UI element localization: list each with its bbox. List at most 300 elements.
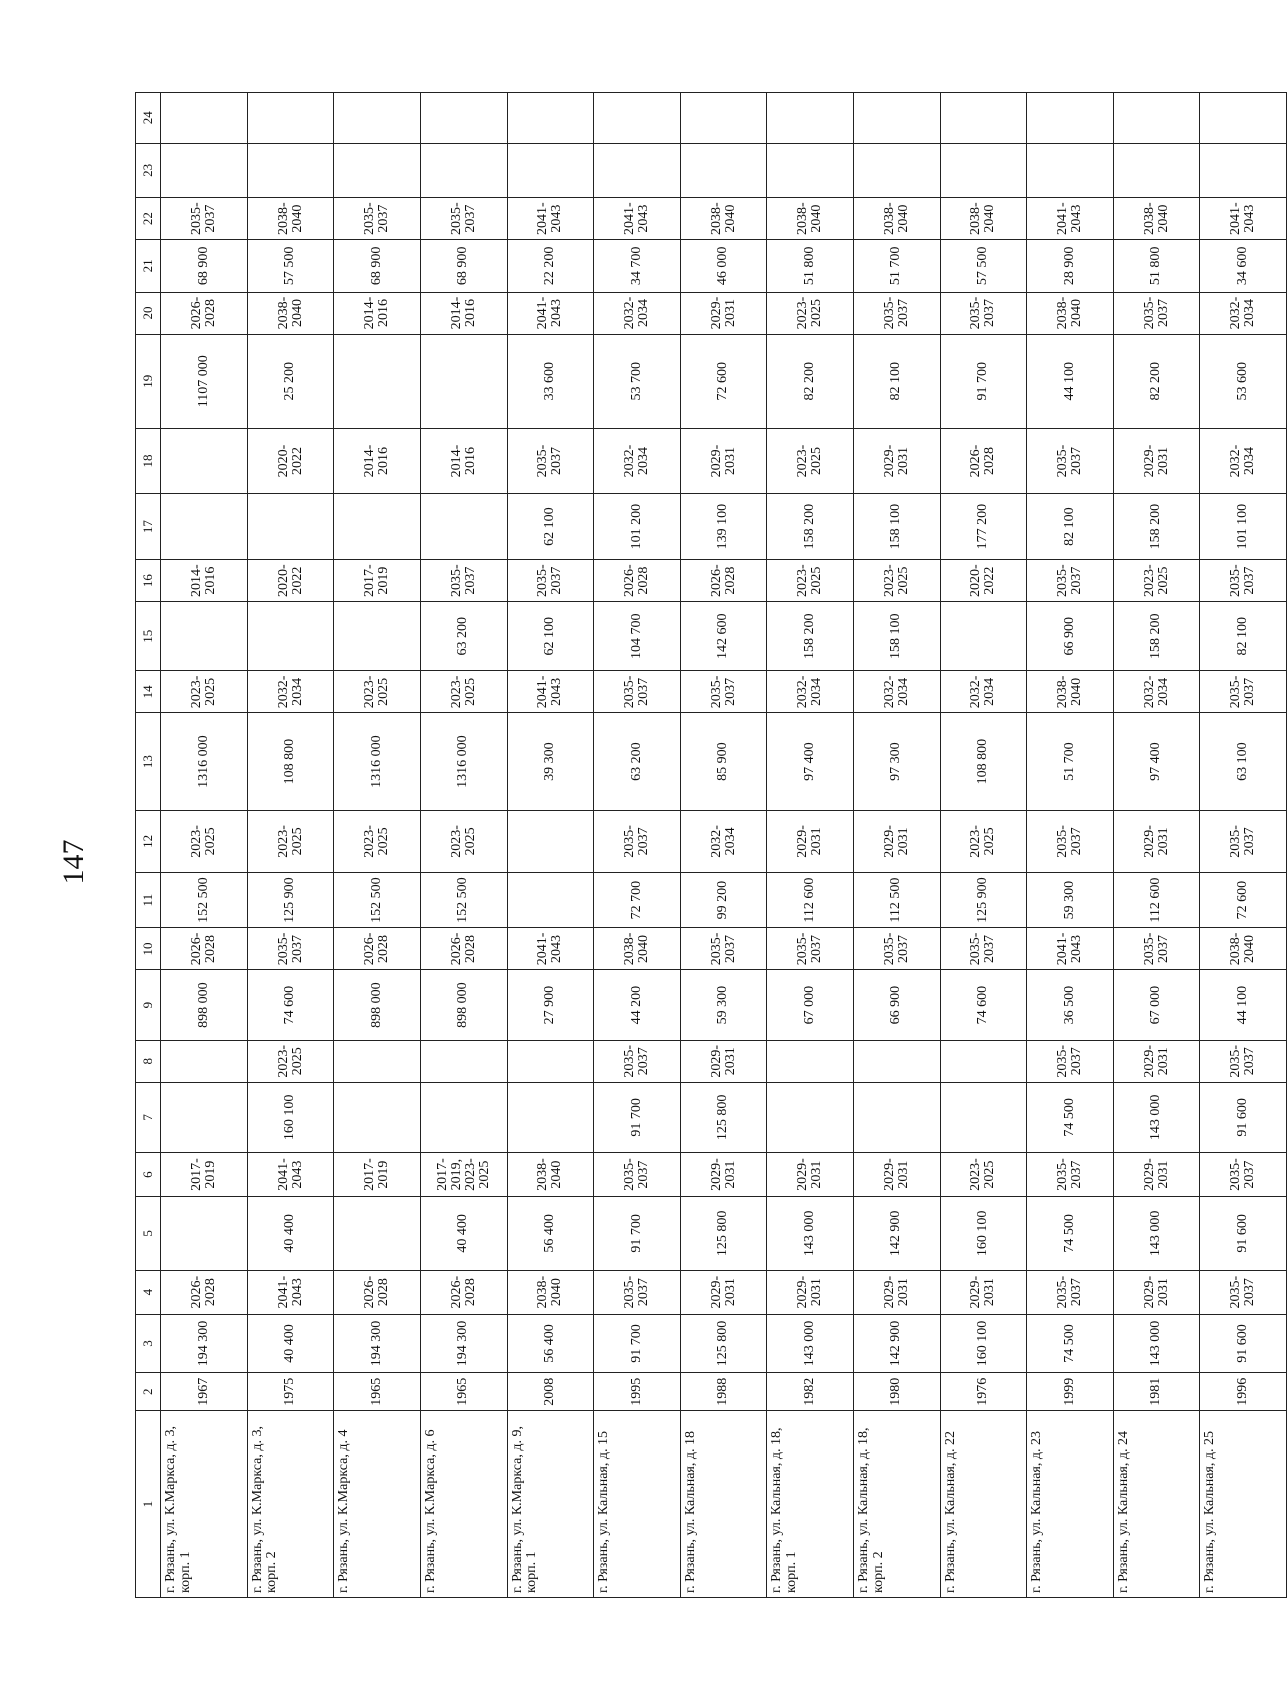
table-cell: 2032- 2034 [853, 671, 940, 713]
table-cell: 2035- 2037 [853, 928, 940, 970]
table-cell: 40 400 [247, 1314, 334, 1373]
column-number-cell: 19 [136, 334, 161, 428]
table-cell [247, 602, 334, 671]
table-cell [1027, 93, 1114, 144]
table-cell: 2029- 2031 [1113, 1040, 1200, 1082]
table-cell: 2041- 2043 [247, 1153, 334, 1197]
table-cell: 1107 000 [161, 334, 248, 428]
table-cell [334, 334, 421, 428]
table-cell: 53 700 [594, 334, 681, 428]
rotated-table-wrapper [135, 92, 1287, 1598]
table-cell [1200, 93, 1287, 144]
table-cell: 39 300 [507, 713, 594, 811]
table-cell [507, 1040, 594, 1082]
column-number-cell: 7 [136, 1082, 161, 1152]
table-cell: 143 000 [767, 1197, 854, 1270]
table-cell: 2029- 2031 [767, 1270, 854, 1314]
table-cell: 2026- 2028 [594, 560, 681, 602]
table-cell: 2026- 2028 [420, 928, 507, 970]
table-cell: 2017- 2019 [334, 560, 421, 602]
table-cell: 82 100 [1200, 602, 1287, 671]
table-row [161, 93, 248, 1598]
table-cell: 2029- 2031 [1113, 1270, 1200, 1314]
table-cell: 2035- 2037 [594, 1040, 681, 1082]
table-cell: 62 100 [507, 602, 594, 671]
table-cell: 142 600 [680, 602, 767, 671]
table-row [594, 93, 681, 1598]
table-cell: 1316 000 [334, 713, 421, 811]
table-cell: 2026- 2028 [161, 292, 248, 334]
table-cell [1113, 143, 1200, 198]
column-number-cell: 23 [136, 143, 161, 198]
table-cell: 74 600 [247, 970, 334, 1040]
table-cell: 2035- 2037 [507, 560, 594, 602]
table-cell: 91 700 [940, 334, 1027, 428]
column-number-cell: 4 [136, 1270, 161, 1314]
table-cell: 160 100 [940, 1314, 1027, 1373]
table-cell: 2023- 2025 [247, 1040, 334, 1082]
table-row [1027, 93, 1114, 1598]
table-cell: 194 300 [334, 1314, 421, 1373]
table-cell [507, 872, 594, 928]
table-cell: 2023- 2025 [334, 810, 421, 872]
table-cell: 158 200 [767, 494, 854, 560]
table-cell: 2038- 2040 [853, 198, 940, 240]
table-cell: 2035- 2037 [334, 198, 421, 240]
table-cell: 2035- 2037 [1200, 1153, 1287, 1197]
table-cell [940, 143, 1027, 198]
table-cell: 51 700 [1027, 713, 1114, 811]
table-cell: 53 600 [1200, 334, 1287, 428]
table-cell: 125 900 [247, 872, 334, 928]
year-cell: 1965 [420, 1373, 507, 1411]
table-cell [680, 143, 767, 198]
table-cell: 2026- 2028 [334, 928, 421, 970]
table-cell: 2029- 2031 [767, 810, 854, 872]
year-cell: 1988 [680, 1373, 767, 1411]
table-cell: 2035- 2037 [1027, 1153, 1114, 1197]
column-number-cell: 8 [136, 1040, 161, 1082]
table-cell: 82 200 [767, 334, 854, 428]
table-cell: 2035- 2037 [507, 428, 594, 493]
table-row [247, 93, 334, 1598]
table-cell [334, 1040, 421, 1082]
table-cell: 27 900 [507, 970, 594, 1040]
table-cell: 91 600 [1200, 1082, 1287, 1152]
table-cell: 898 000 [334, 970, 421, 1040]
table-cell [161, 1040, 248, 1082]
table-cell: 2026- 2028 [420, 1270, 507, 1314]
table-cell [247, 143, 334, 198]
address-cell: г. Рязань, ул. Кальная, д. 24 [1113, 1411, 1200, 1598]
table-cell: 2014- 2016 [420, 292, 507, 334]
table-cell: 2038- 2040 [767, 198, 854, 240]
address-cell: г. Рязань, ул. К.Маркса, д. 9, корп. 1 [507, 1411, 594, 1598]
table-cell [853, 1040, 940, 1082]
table-cell: 40 400 [420, 1197, 507, 1270]
table-cell: 152 500 [334, 872, 421, 928]
table-cell [940, 93, 1027, 144]
column-number-cell: 21 [136, 240, 161, 292]
table-cell: 97 300 [853, 713, 940, 811]
column-number-cell: 17 [136, 494, 161, 560]
table-cell: 34 700 [594, 240, 681, 292]
table-cell: 125 800 [680, 1082, 767, 1152]
table-cell [161, 602, 248, 671]
column-number-cell: 14 [136, 671, 161, 713]
column-number-cell: 13 [136, 713, 161, 811]
table-cell: 2029- 2031 [853, 1153, 940, 1197]
table-cell [1027, 143, 1114, 198]
table-cell: 142 900 [853, 1314, 940, 1373]
table-cell: 158 200 [1113, 602, 1200, 671]
table-cell: 2023- 2025 [420, 671, 507, 713]
table-cell: 97 400 [767, 713, 854, 811]
table-cell: 2038- 2040 [507, 1153, 594, 1197]
table-cell: 2038- 2040 [1113, 198, 1200, 240]
address-cell: г. Рязань, ул. К.Маркса, д. 6 [420, 1411, 507, 1598]
table-cell [1200, 143, 1287, 198]
table-cell: 2035- 2037 [940, 292, 1027, 334]
column-number-cell: 11 [136, 872, 161, 928]
table-cell: 101 200 [594, 494, 681, 560]
table-cell [161, 428, 248, 493]
table-cell: 2041- 2043 [247, 1270, 334, 1314]
table-cell: 56 400 [507, 1197, 594, 1270]
table-cell: 2026- 2028 [161, 928, 248, 970]
table-cell: 2017- 2019 [334, 1153, 421, 1197]
year-cell: 1995 [594, 1373, 681, 1411]
table-cell: 44 200 [594, 970, 681, 1040]
table-cell: 2017- 2019, 2023- 2025 [420, 1153, 507, 1197]
table-cell: 2038- 2040 [680, 198, 767, 240]
table-cell: 2029- 2031 [680, 428, 767, 493]
table-cell: 898 000 [420, 970, 507, 1040]
column-number-cell: 2 [136, 1373, 161, 1411]
table-cell: 158 100 [853, 494, 940, 560]
table-cell: 143 000 [1113, 1197, 1200, 1270]
table-row [1200, 93, 1287, 1598]
table-cell: 108 800 [940, 713, 1027, 811]
table-cell: 2035- 2037 [680, 928, 767, 970]
table-cell: 68 900 [161, 240, 248, 292]
table-cell: 2038- 2040 [1027, 671, 1114, 713]
table-cell: 194 300 [161, 1314, 248, 1373]
table-cell: 2035- 2037 [1200, 671, 1287, 713]
table-cell: 2032- 2034 [767, 671, 854, 713]
table-cell: 63 100 [1200, 713, 1287, 811]
table-row [853, 93, 940, 1598]
table-cell [1113, 93, 1200, 144]
year-cell: 1981 [1113, 1373, 1200, 1411]
table-cell: 91 700 [594, 1082, 681, 1152]
table-cell: 2029- 2031 [1113, 1153, 1200, 1197]
table-cell: 2020- 2022 [247, 428, 334, 493]
table-cell: 112 600 [1113, 872, 1200, 928]
table-cell: 112 500 [853, 872, 940, 928]
table-cell [853, 93, 940, 144]
table-cell: 2041- 2043 [507, 198, 594, 240]
column-number-cell: 20 [136, 292, 161, 334]
table-cell: 1316 000 [420, 713, 507, 811]
table-cell: 160 100 [940, 1197, 1027, 1270]
table-cell: 2038- 2040 [940, 198, 1027, 240]
address-cell: г. Рязань, ул. Кальная, д. 18, корп. 2 [853, 1411, 940, 1598]
table-cell: 22 200 [507, 240, 594, 292]
table-cell: 177 200 [940, 494, 1027, 560]
column-number-cell: 1 [136, 1411, 161, 1598]
table-cell: 2029- 2031 [853, 1270, 940, 1314]
table-cell: 2026- 2028 [161, 1270, 248, 1314]
table-cell: 2032- 2034 [247, 671, 334, 713]
table-cell [161, 1082, 248, 1152]
table-cell: 68 900 [420, 240, 507, 292]
table-cell: 2035- 2037 [594, 671, 681, 713]
address-cell: г. Рязань, ул. Кальная, д. 22 [940, 1411, 1027, 1598]
table-cell: 2023- 2025 [247, 810, 334, 872]
table-cell: 74 500 [1027, 1197, 1114, 1270]
table-cell: 2035- 2037 [1027, 560, 1114, 602]
table-cell: 99 200 [680, 872, 767, 928]
table-cell: 2041- 2043 [1027, 928, 1114, 970]
table-cell: 72 600 [680, 334, 767, 428]
table-cell [767, 1082, 854, 1152]
table-cell: 2038- 2040 [1027, 292, 1114, 334]
table-cell [334, 602, 421, 671]
table-cell: 160 100 [247, 1082, 334, 1152]
table-cell: 2032- 2034 [940, 671, 1027, 713]
table-cell: 143 000 [767, 1314, 854, 1373]
table-cell: 2023- 2025 [161, 671, 248, 713]
table-cell: 67 000 [767, 970, 854, 1040]
table-cell: 2035- 2037 [767, 928, 854, 970]
table-cell: 158 100 [853, 602, 940, 671]
table-cell: 2041- 2043 [1200, 198, 1287, 240]
table-cell: 2029- 2031 [853, 810, 940, 872]
table-cell: 40 400 [247, 1197, 334, 1270]
year-cell: 2008 [507, 1373, 594, 1411]
table-cell: 152 500 [420, 872, 507, 928]
column-number-cell: 9 [136, 970, 161, 1040]
table-cell: 57 500 [247, 240, 334, 292]
column-number-cell: 22 [136, 198, 161, 240]
table-cell: 2035- 2037 [1200, 810, 1287, 872]
table-cell: 143 000 [1113, 1082, 1200, 1152]
table-row [334, 93, 421, 1598]
table-cell: 2038- 2040 [1200, 928, 1287, 970]
table-cell: 2020- 2022 [247, 560, 334, 602]
table-cell: 82 100 [853, 334, 940, 428]
table-cell: 2023- 2025 [420, 810, 507, 872]
table-cell: 158 200 [767, 602, 854, 671]
table-cell: 2038- 2040 [247, 292, 334, 334]
table-cell [247, 93, 334, 144]
table-cell [420, 494, 507, 560]
table-cell: 1316 000 [161, 713, 248, 811]
table-cell: 2038- 2040 [247, 198, 334, 240]
table-cell: 85 900 [680, 713, 767, 811]
year-cell: 1975 [247, 1373, 334, 1411]
table-cell: 44 100 [1200, 970, 1287, 1040]
table-cell: 194 300 [420, 1314, 507, 1373]
table-cell: 59 300 [1027, 872, 1114, 928]
table-cell: 2023- 2025 [853, 560, 940, 602]
column-number-cell: 10 [136, 928, 161, 970]
table-cell: 2035- 2037 [420, 560, 507, 602]
table-cell: 125 900 [940, 872, 1027, 928]
column-number-cell: 3 [136, 1314, 161, 1373]
table-cell [420, 1082, 507, 1152]
address-cell: г. Рязань, ул. К.Маркса, д. 4 [334, 1411, 421, 1598]
table-cell: 59 300 [680, 970, 767, 1040]
table-cell: 2020- 2022 [940, 560, 1027, 602]
table-cell: 2026- 2028 [334, 1270, 421, 1314]
year-cell: 1982 [767, 1373, 854, 1411]
column-number-row [136, 93, 161, 1598]
table-row [767, 93, 854, 1598]
table-cell [420, 1040, 507, 1082]
table-cell: 36 500 [1027, 970, 1114, 1040]
column-number-cell: 18 [136, 428, 161, 493]
table-cell: 82 100 [1027, 494, 1114, 560]
table-cell: 2035- 2037 [1027, 428, 1114, 493]
table-cell: 72 600 [1200, 872, 1287, 928]
table-cell [247, 494, 334, 560]
table-cell: 2032- 2034 [1113, 671, 1200, 713]
table-cell: 2023- 2025 [940, 1153, 1027, 1197]
column-number-cell: 5 [136, 1197, 161, 1270]
table-cell: 2035- 2037 [680, 671, 767, 713]
table-cell: 2041- 2043 [507, 292, 594, 334]
table-cell: 2032- 2034 [1200, 292, 1287, 334]
table-cell [507, 143, 594, 198]
table-cell: 82 200 [1113, 334, 1200, 428]
table-cell: 34 600 [1200, 240, 1287, 292]
table-cell: 152 500 [161, 872, 248, 928]
table-cell: 2035- 2037 [594, 1270, 681, 1314]
table-cell: 2035- 2037 [594, 810, 681, 872]
table-row [507, 93, 594, 1598]
table-cell: 56 400 [507, 1314, 594, 1373]
table-cell: 72 700 [594, 872, 681, 928]
table-cell: 2023- 2025 [940, 810, 1027, 872]
table-cell: 2035- 2037 [1027, 810, 1114, 872]
table-cell: 66 900 [1027, 602, 1114, 671]
table-cell: 46 000 [680, 240, 767, 292]
table-cell: 2035- 2037 [853, 292, 940, 334]
table-cell: 139 100 [680, 494, 767, 560]
table-cell: 2035- 2037 [1200, 560, 1287, 602]
column-number-cell: 6 [136, 1153, 161, 1197]
table-cell [334, 1082, 421, 1152]
table-cell: 97 400 [1113, 713, 1200, 811]
table-cell [420, 93, 507, 144]
table-cell: 2041- 2043 [507, 671, 594, 713]
address-cell: г. Рязань, ул. Кальная, д. 18, корп. 1 [767, 1411, 854, 1598]
table-cell: 91 700 [594, 1314, 681, 1373]
table-cell [161, 93, 248, 144]
table-cell [940, 1040, 1027, 1082]
table-cell [334, 494, 421, 560]
table-cell: 2032- 2034 [594, 292, 681, 334]
table-cell: 2041- 2043 [594, 198, 681, 240]
table-cell: 2014- 2016 [334, 292, 421, 334]
table-cell: 57 500 [940, 240, 1027, 292]
table-cell: 2026- 2028 [940, 428, 1027, 493]
table-cell: 2023- 2025 [1113, 560, 1200, 602]
table-cell: 2014- 2016 [420, 428, 507, 493]
column-number-cell: 24 [136, 93, 161, 144]
year-cell: 1976 [940, 1373, 1027, 1411]
table-cell: 158 200 [1113, 494, 1200, 560]
table-cell [334, 93, 421, 144]
table-cell: 63 200 [594, 713, 681, 811]
table-cell [767, 143, 854, 198]
table-cell [161, 494, 248, 560]
table-cell: 2029- 2031 [680, 1040, 767, 1082]
table-cell: 2023- 2025 [767, 292, 854, 334]
table-cell: 2035- 2037 [594, 1153, 681, 1197]
table-cell: 143 000 [1113, 1314, 1200, 1373]
table-cell: 2029- 2031 [1113, 428, 1200, 493]
table-cell: 91 600 [1200, 1197, 1287, 1270]
table-cell: 66 900 [853, 970, 940, 1040]
table-cell: 51 700 [853, 240, 940, 292]
year-cell: 1980 [853, 1373, 940, 1411]
table-cell: 74 500 [1027, 1082, 1114, 1152]
table-cell: 2029- 2031 [680, 292, 767, 334]
table-cell: 125 800 [680, 1314, 767, 1373]
table-cell [507, 93, 594, 144]
address-cell: г. Рязань, ул. К.Маркса, д. 3, корп. 2 [247, 1411, 334, 1598]
table-cell: 101 100 [1200, 494, 1287, 560]
table-cell: 44 100 [1027, 334, 1114, 428]
table-cell: 2035- 2037 [1113, 292, 1200, 334]
table-cell: 2041- 2043 [1027, 198, 1114, 240]
table-cell [161, 143, 248, 198]
table-cell [334, 1197, 421, 1270]
table-cell: 2014- 2016 [161, 560, 248, 602]
table-cell: 104 700 [594, 602, 681, 671]
table-cell: 2029- 2031 [767, 1153, 854, 1197]
table-cell [334, 143, 421, 198]
table-cell: 68 900 [334, 240, 421, 292]
table-cell: 2014- 2016 [334, 428, 421, 493]
table-cell: 2023- 2025 [334, 671, 421, 713]
table-cell [594, 93, 681, 144]
table-cell [507, 810, 594, 872]
table-cell: 2041- 2043 [507, 928, 594, 970]
table-cell: 74 600 [940, 970, 1027, 1040]
table-cell: 2023- 2025 [161, 810, 248, 872]
table-cell: 74 500 [1027, 1314, 1114, 1373]
table-cell: 2032- 2034 [1200, 428, 1287, 493]
table-cell: 51 800 [767, 240, 854, 292]
table-cell: 91 600 [1200, 1314, 1287, 1373]
table-cell: 51 800 [1113, 240, 1200, 292]
table-cell: 2032- 2034 [680, 810, 767, 872]
address-cell: г. Рязань, ул. Кальная, д. 15 [594, 1411, 681, 1598]
table-cell: 62 100 [507, 494, 594, 560]
table-row [1113, 93, 1200, 1598]
year-cell: 1999 [1027, 1373, 1114, 1411]
table-cell [767, 93, 854, 144]
table-cell: 2038- 2040 [594, 928, 681, 970]
table-cell: 2035- 2037 [1113, 928, 1200, 970]
year-cell: 1965 [334, 1373, 421, 1411]
table-cell [940, 602, 1027, 671]
table-cell [507, 1082, 594, 1152]
